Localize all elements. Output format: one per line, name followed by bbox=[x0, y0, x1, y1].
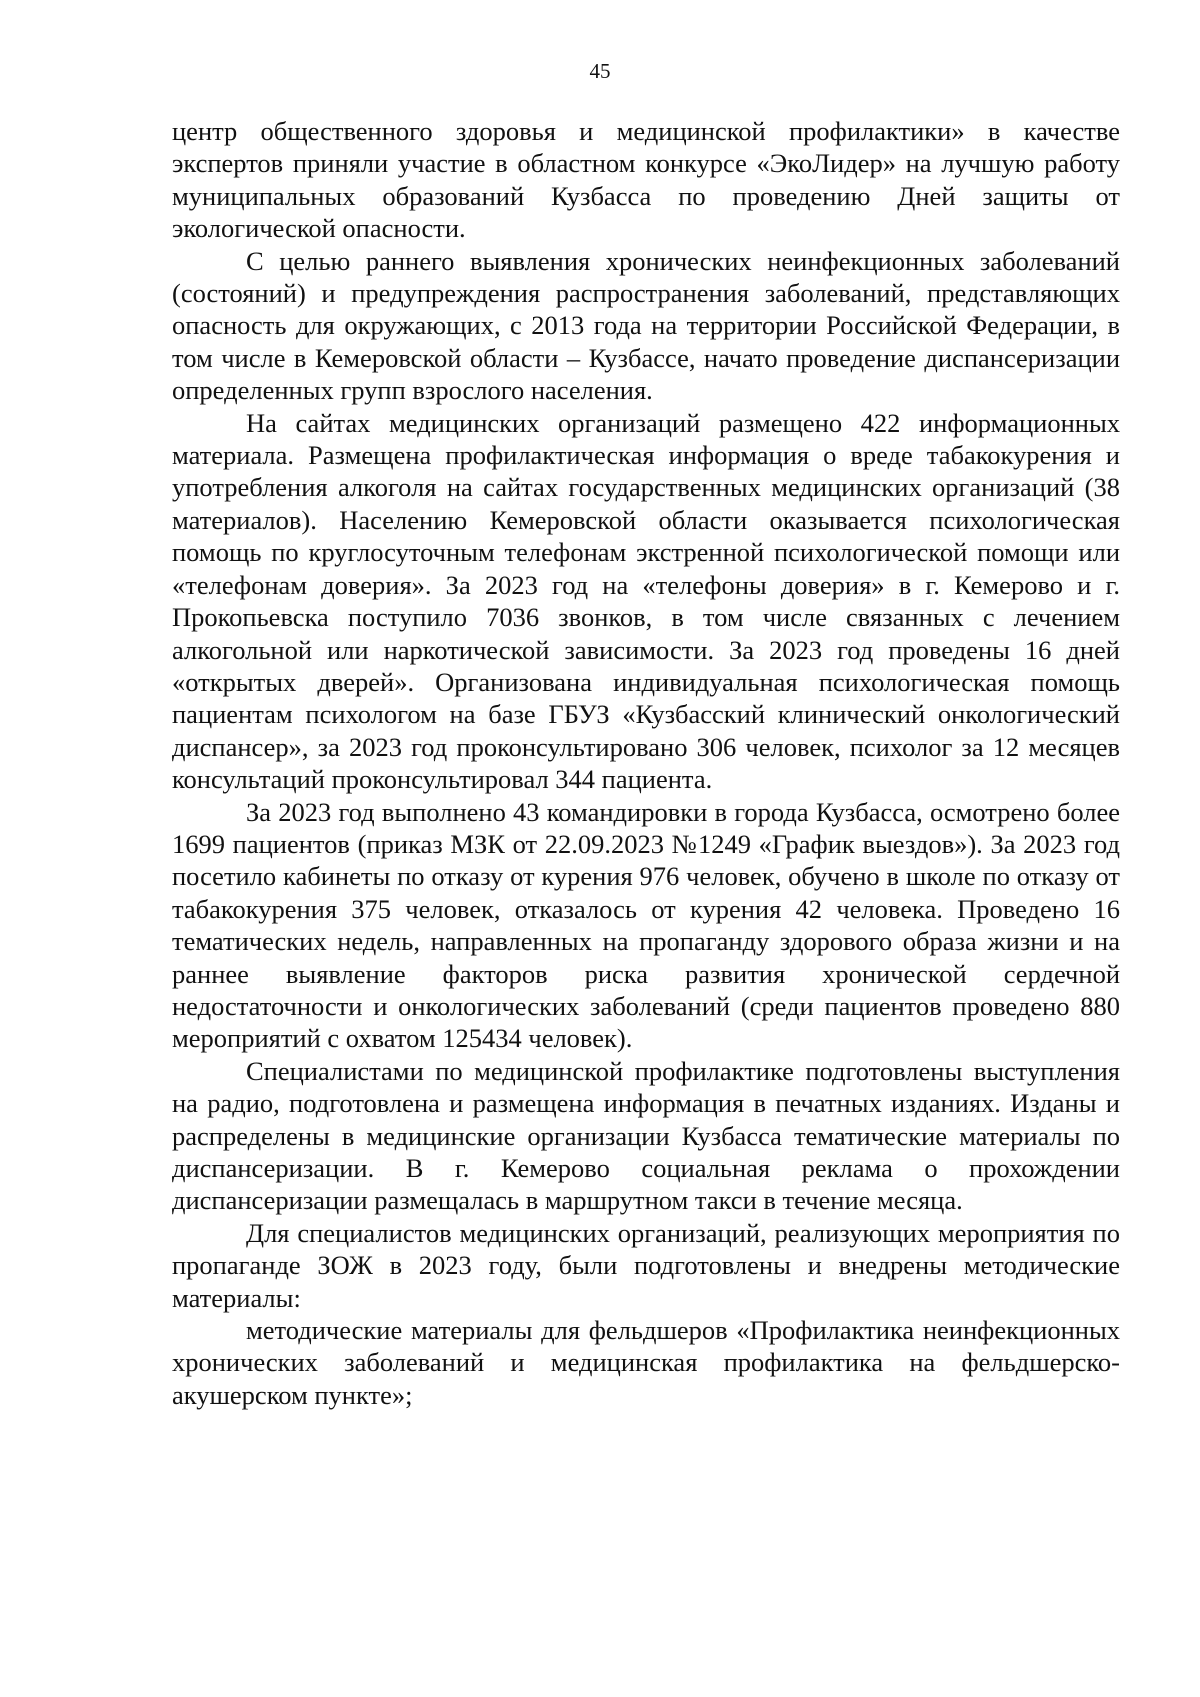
body-text bbox=[172, 115, 1120, 1411]
paragraph-4: За 2023 год выполнено 43 командировки в города Кузбасса, осмотрено более 1699 пациентов (приказ МЗК от 22.09.2023 №1249 «График выездов»). За 2023 год посетило кабинеты по отказу от курения 976 человек, обучено в школе по отказу от табакокурения 375 человек, отказалось от курения 42 человека. Проведено 16 тематических недель, направленных на пропаганду здорового образа жизни и на раннее выявление факторов риска развития хронической сердечной недостаточности и онкологических заболеваний (среди пациентов проведено 880 мероприятий с охватом 125434 человек). bbox=[172, 796, 1120, 1054]
page-number: 45 bbox=[589, 59, 611, 83]
paragraph-3: На сайтах медицинских организаций размещено 422 информационных материала. Размещена профилактическая информация о вреде табакокурения и употребления алкоголя на сайтах государственных медицинских организаций (38 материалов). Населению Кемеровской области оказывается психологическая помощь по круглосуточным телефонам экстренной психологической помощи или «телефонам доверия». За 2023 год на «телефоны доверия» в г. Кемерово и г. Прокопьевска поступило 7036 звонков, в том числе связанных с лечением алкогольной или наркотической зависимости. За 2023 год проведены 16 дней «открытых дверей». Организована индивидуальная психологическая помощь пациентам психологом на базе ГБУЗ «Кузбасский клинический онкологический диспансер», за 2023 год проконсультировано 306 человек, психолог за 12 месяцев консультаций проконсультировал 344 пациента. bbox=[172, 407, 1120, 795]
paragraph-6: Для специалистов медицинских организаций, реализующих мероприятия по пропаганде ЗОЖ в 2023 году, были подготовлены и внедрены методические материалы: bbox=[172, 1217, 1120, 1313]
paragraph-7: методические материалы для фельдшеров «Профилактика неинфекционных хронических заболеваний и медицинская профилактика на фельдшерско-акушерском пункте»; bbox=[172, 1315, 1120, 1410]
paragraph-2: С целью раннего выявления хронических неинфекционных заболеваний (состояний) и предупреждения распространения заболеваний, представляющих опасность для окружающих, с 2013 года на территории Российской Федерации, в том числе в Кемеровской области – Кузбассе, начато проведение диспансеризации определенных групп взрослого населения. bbox=[172, 245, 1120, 406]
paragraph-5: Специалистами по медицинской профилактике подготовлены выступления на радио, подготовлена и размещена информация в печатных изданиях. Изданы и распределены в медицинские организации Кузбасса тематические материалы по диспансеризации. В г. Кемерово социальная реклама о прохождении диспансеризации размещалась в маршрутном такси в течение месяца. bbox=[172, 1055, 1120, 1216]
paragraph-1: центр общественного здоровья и медицинской профилактики» в качестве экспертов приняли участие в областном конкурсе «ЭкоЛидер» на лучшую работу муниципальных образований Кузбасса по проведению Дней защиты от экологической опасности. bbox=[172, 116, 1120, 244]
